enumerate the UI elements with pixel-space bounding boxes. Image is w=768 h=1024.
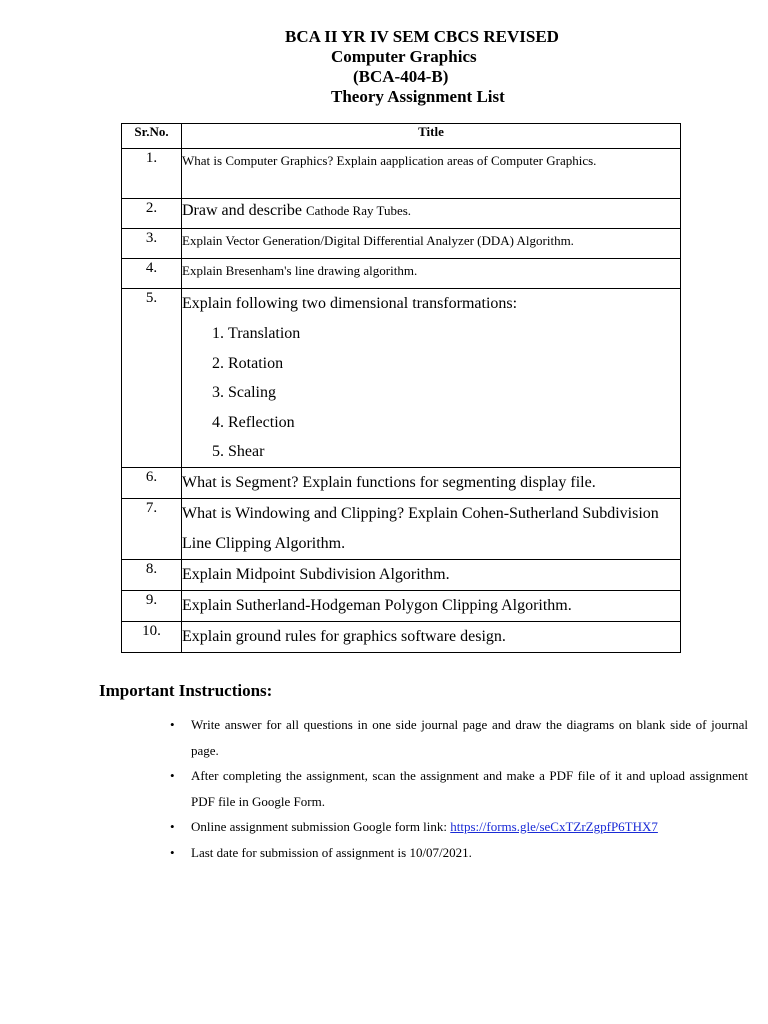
row-number: 2. bbox=[122, 199, 182, 229]
question-text-part: Cathode Ray Tubes. bbox=[305, 203, 412, 218]
question-text-part: Draw and describe bbox=[182, 202, 302, 219]
instruction-text: Last date for submission of assignment is 10/07/2021. bbox=[191, 844, 472, 860]
question-text: Explain following two dimensional transformations: bbox=[182, 295, 518, 312]
question-text: Explain Vector Generation/Digital Differential Analyzer (DDA) Algorithm. bbox=[182, 229, 681, 259]
transformation-list bbox=[182, 319, 680, 467]
row-number: 3. bbox=[122, 229, 182, 259]
subject-code: (BCA-404-B) bbox=[353, 67, 449, 86]
question-text: What is Computer Graphics? Explain aapplication areas of Computer Graphics. bbox=[182, 149, 681, 199]
table-row bbox=[122, 229, 681, 259]
instructions-heading: Important Instructions: bbox=[99, 681, 273, 700]
question-text: What is Segment? Explain functions for segmenting display file. bbox=[182, 467, 681, 498]
table-header-row bbox=[122, 124, 681, 149]
row-number: 4. bbox=[122, 259, 182, 289]
question-cell bbox=[182, 289, 681, 468]
column-header-srno: Sr.No. bbox=[122, 124, 182, 149]
table-row bbox=[122, 199, 681, 229]
google-form-link[interactable]: https://forms.gle/seCxTZrZgpfP6THX7 bbox=[450, 819, 658, 834]
bullet-icon: • bbox=[170, 717, 175, 732]
assignment-list-title: Theory Assignment List bbox=[331, 87, 505, 106]
table-row bbox=[122, 498, 681, 559]
table-row bbox=[122, 149, 681, 199]
row-number: 6. bbox=[122, 467, 182, 498]
list-item: 5. Shear bbox=[228, 437, 680, 467]
assignment-table bbox=[121, 123, 681, 653]
bullet-icon: • bbox=[170, 819, 175, 834]
instruction-item bbox=[170, 840, 748, 866]
bullet-icon: • bbox=[170, 844, 175, 860]
table-row bbox=[122, 289, 681, 468]
instruction-text: Write answer for all questions in one side journal page and draw the diagrams on blank side of journal page. bbox=[191, 717, 748, 758]
instructions-list bbox=[170, 712, 748, 865]
list-item: 1. Translation bbox=[228, 319, 680, 349]
question-text: Explain Sutherland-Hodgeman Polygon Clipping Algorithm. bbox=[182, 590, 681, 621]
table-row bbox=[122, 559, 681, 590]
table-row bbox=[122, 259, 681, 289]
row-number: 10. bbox=[122, 621, 182, 652]
question-text: Explain Midpoint Subdivision Algorithm. bbox=[182, 559, 681, 590]
list-item: 2. Rotation bbox=[228, 349, 680, 379]
instruction-text: After completing the assignment, scan the assignment and make a PDF file of it and upload assignment PDF file in Google Form. bbox=[191, 768, 748, 809]
question-text: Explain ground rules for graphics software design. bbox=[182, 621, 681, 652]
column-header-title: Title bbox=[182, 124, 681, 149]
row-number: 5. bbox=[122, 289, 182, 468]
instruction-item bbox=[170, 712, 748, 763]
bullet-icon: • bbox=[170, 768, 175, 783]
row-number: 9. bbox=[122, 590, 182, 621]
row-number: 1. bbox=[122, 149, 182, 199]
course-title: BCA II YR IV SEM CBCS REVISED bbox=[285, 27, 559, 46]
question-text: Explain Bresenham's line drawing algorithm. bbox=[182, 259, 681, 289]
table-row bbox=[122, 590, 681, 621]
row-number: 7. bbox=[122, 498, 182, 559]
question-text bbox=[182, 199, 681, 229]
table-row bbox=[122, 621, 681, 652]
row-number: 8. bbox=[122, 559, 182, 590]
instruction-item bbox=[170, 763, 748, 814]
list-item: 4. Reflection bbox=[228, 408, 680, 438]
question-text: What is Windowing and Clipping? Explain Cohen-Sutherland Subdivision Line Clipping Algorithm. bbox=[182, 498, 681, 559]
instruction-text: Online assignment submission Google form link: bbox=[191, 819, 448, 834]
instruction-item bbox=[170, 814, 748, 840]
table-row bbox=[122, 467, 681, 498]
subject-title: Computer Graphics bbox=[331, 47, 477, 66]
list-item: 3. Scaling bbox=[228, 378, 680, 408]
